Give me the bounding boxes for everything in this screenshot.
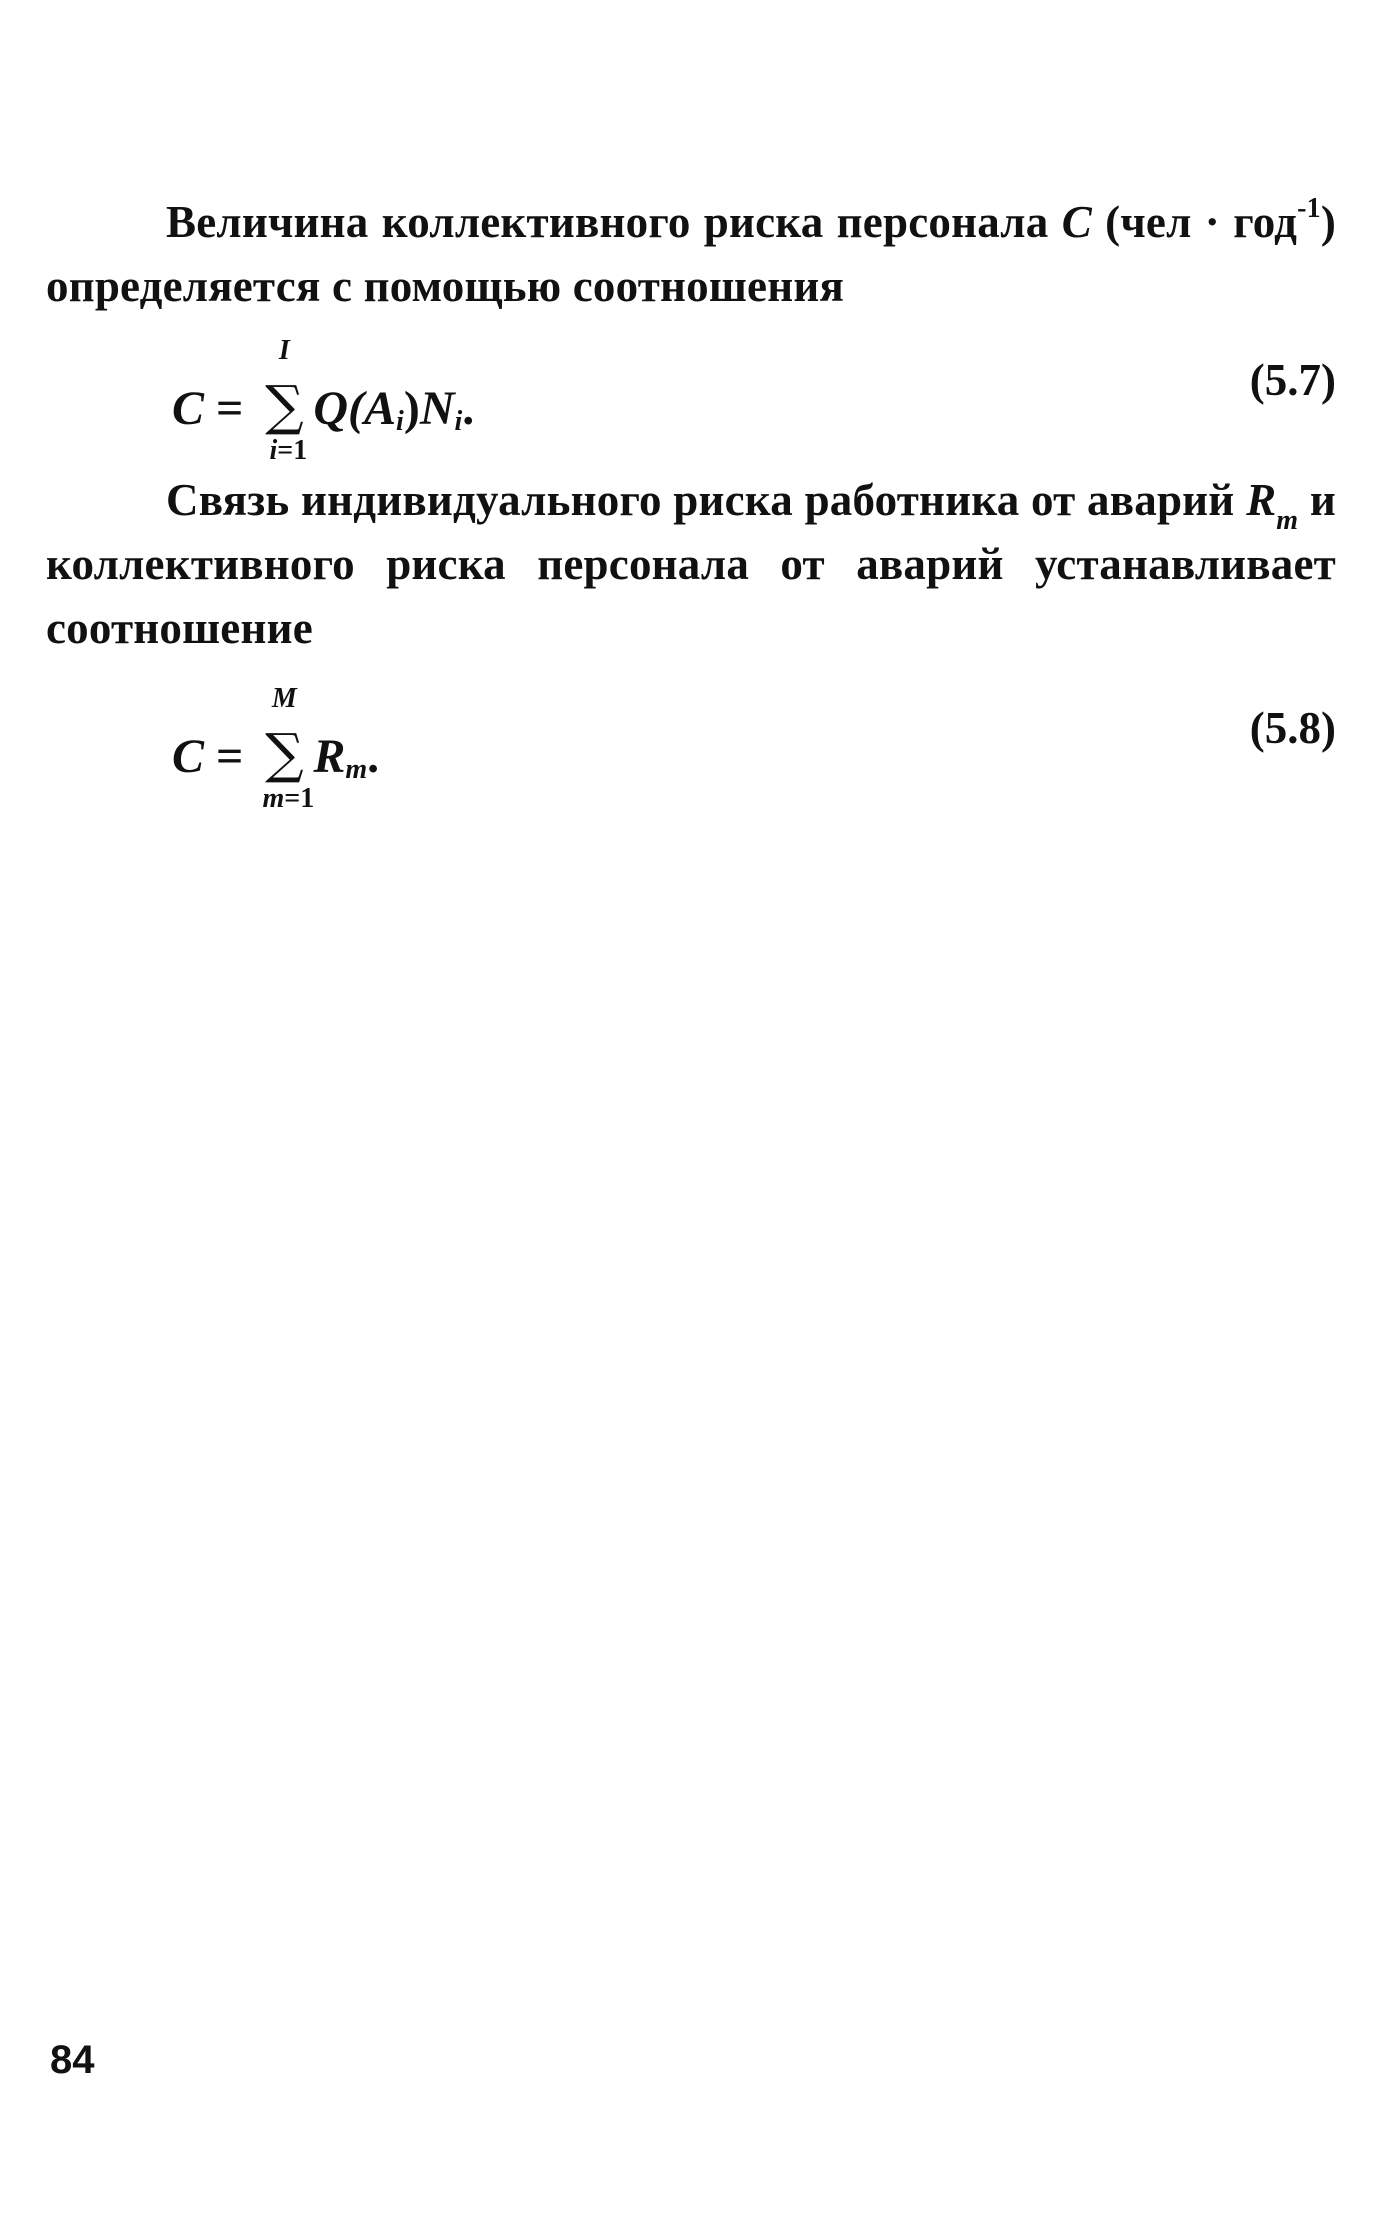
summation xyxy=(255,335,313,466)
sigma-symbol: ∑ xyxy=(265,374,304,437)
summation-lower-limit xyxy=(249,436,327,466)
paragraph-text: Связь индивидуального риска работника от аварий xyxy=(166,475,1247,525)
equals-sign: = xyxy=(216,730,244,783)
paragraph-text: и коллективного риска персонала от аварий устанавливает соотношение xyxy=(46,475,1337,653)
page-number: 84 xyxy=(50,2038,95,2082)
variable-r-subscript: m xyxy=(1276,505,1299,536)
paragraph-text: (чел · год xyxy=(1091,197,1298,247)
index-variable: i xyxy=(269,435,278,466)
formula-q: Q( xyxy=(313,382,365,435)
summation-upper-limit: M xyxy=(271,683,297,714)
formula-n: N xyxy=(419,382,455,435)
paragraph-text: ) определяется с помощью соотношения xyxy=(46,197,1336,311)
equation-number-5-8: (5.8) xyxy=(1249,703,1336,753)
formula-lhs: C xyxy=(172,382,205,435)
formula-r: R xyxy=(313,730,346,783)
formula-a: A xyxy=(364,382,397,435)
summation-upper-limit: I xyxy=(278,335,290,366)
index-start: =1 xyxy=(277,435,308,466)
summation-lower-limit xyxy=(249,784,327,814)
summation xyxy=(255,683,315,814)
equation-number-5-7: (5.7) xyxy=(1249,355,1336,405)
formula-a-subscript: i xyxy=(396,406,404,437)
paragraph-risk-relation xyxy=(46,468,1336,660)
formula-paren: ) xyxy=(403,382,420,435)
index-start: =1 xyxy=(284,783,315,814)
variable-r: R xyxy=(1246,475,1277,525)
formula-end: . xyxy=(462,382,475,435)
formula-lhs: C xyxy=(172,730,205,783)
superscript: -1 xyxy=(1297,193,1321,224)
equals-sign: = xyxy=(216,382,244,435)
formula-r-subscript: m xyxy=(345,754,368,785)
paragraph-collective-risk-definition xyxy=(46,190,1336,318)
variable-c: C xyxy=(1061,197,1092,247)
sigma-symbol: ∑ xyxy=(265,722,304,785)
paragraph-text: Величина коллективного риска персонала xyxy=(166,197,1062,247)
formula-n-subscript: i xyxy=(454,406,463,437)
formula-end: . xyxy=(367,730,380,783)
index-variable: m xyxy=(262,783,285,814)
